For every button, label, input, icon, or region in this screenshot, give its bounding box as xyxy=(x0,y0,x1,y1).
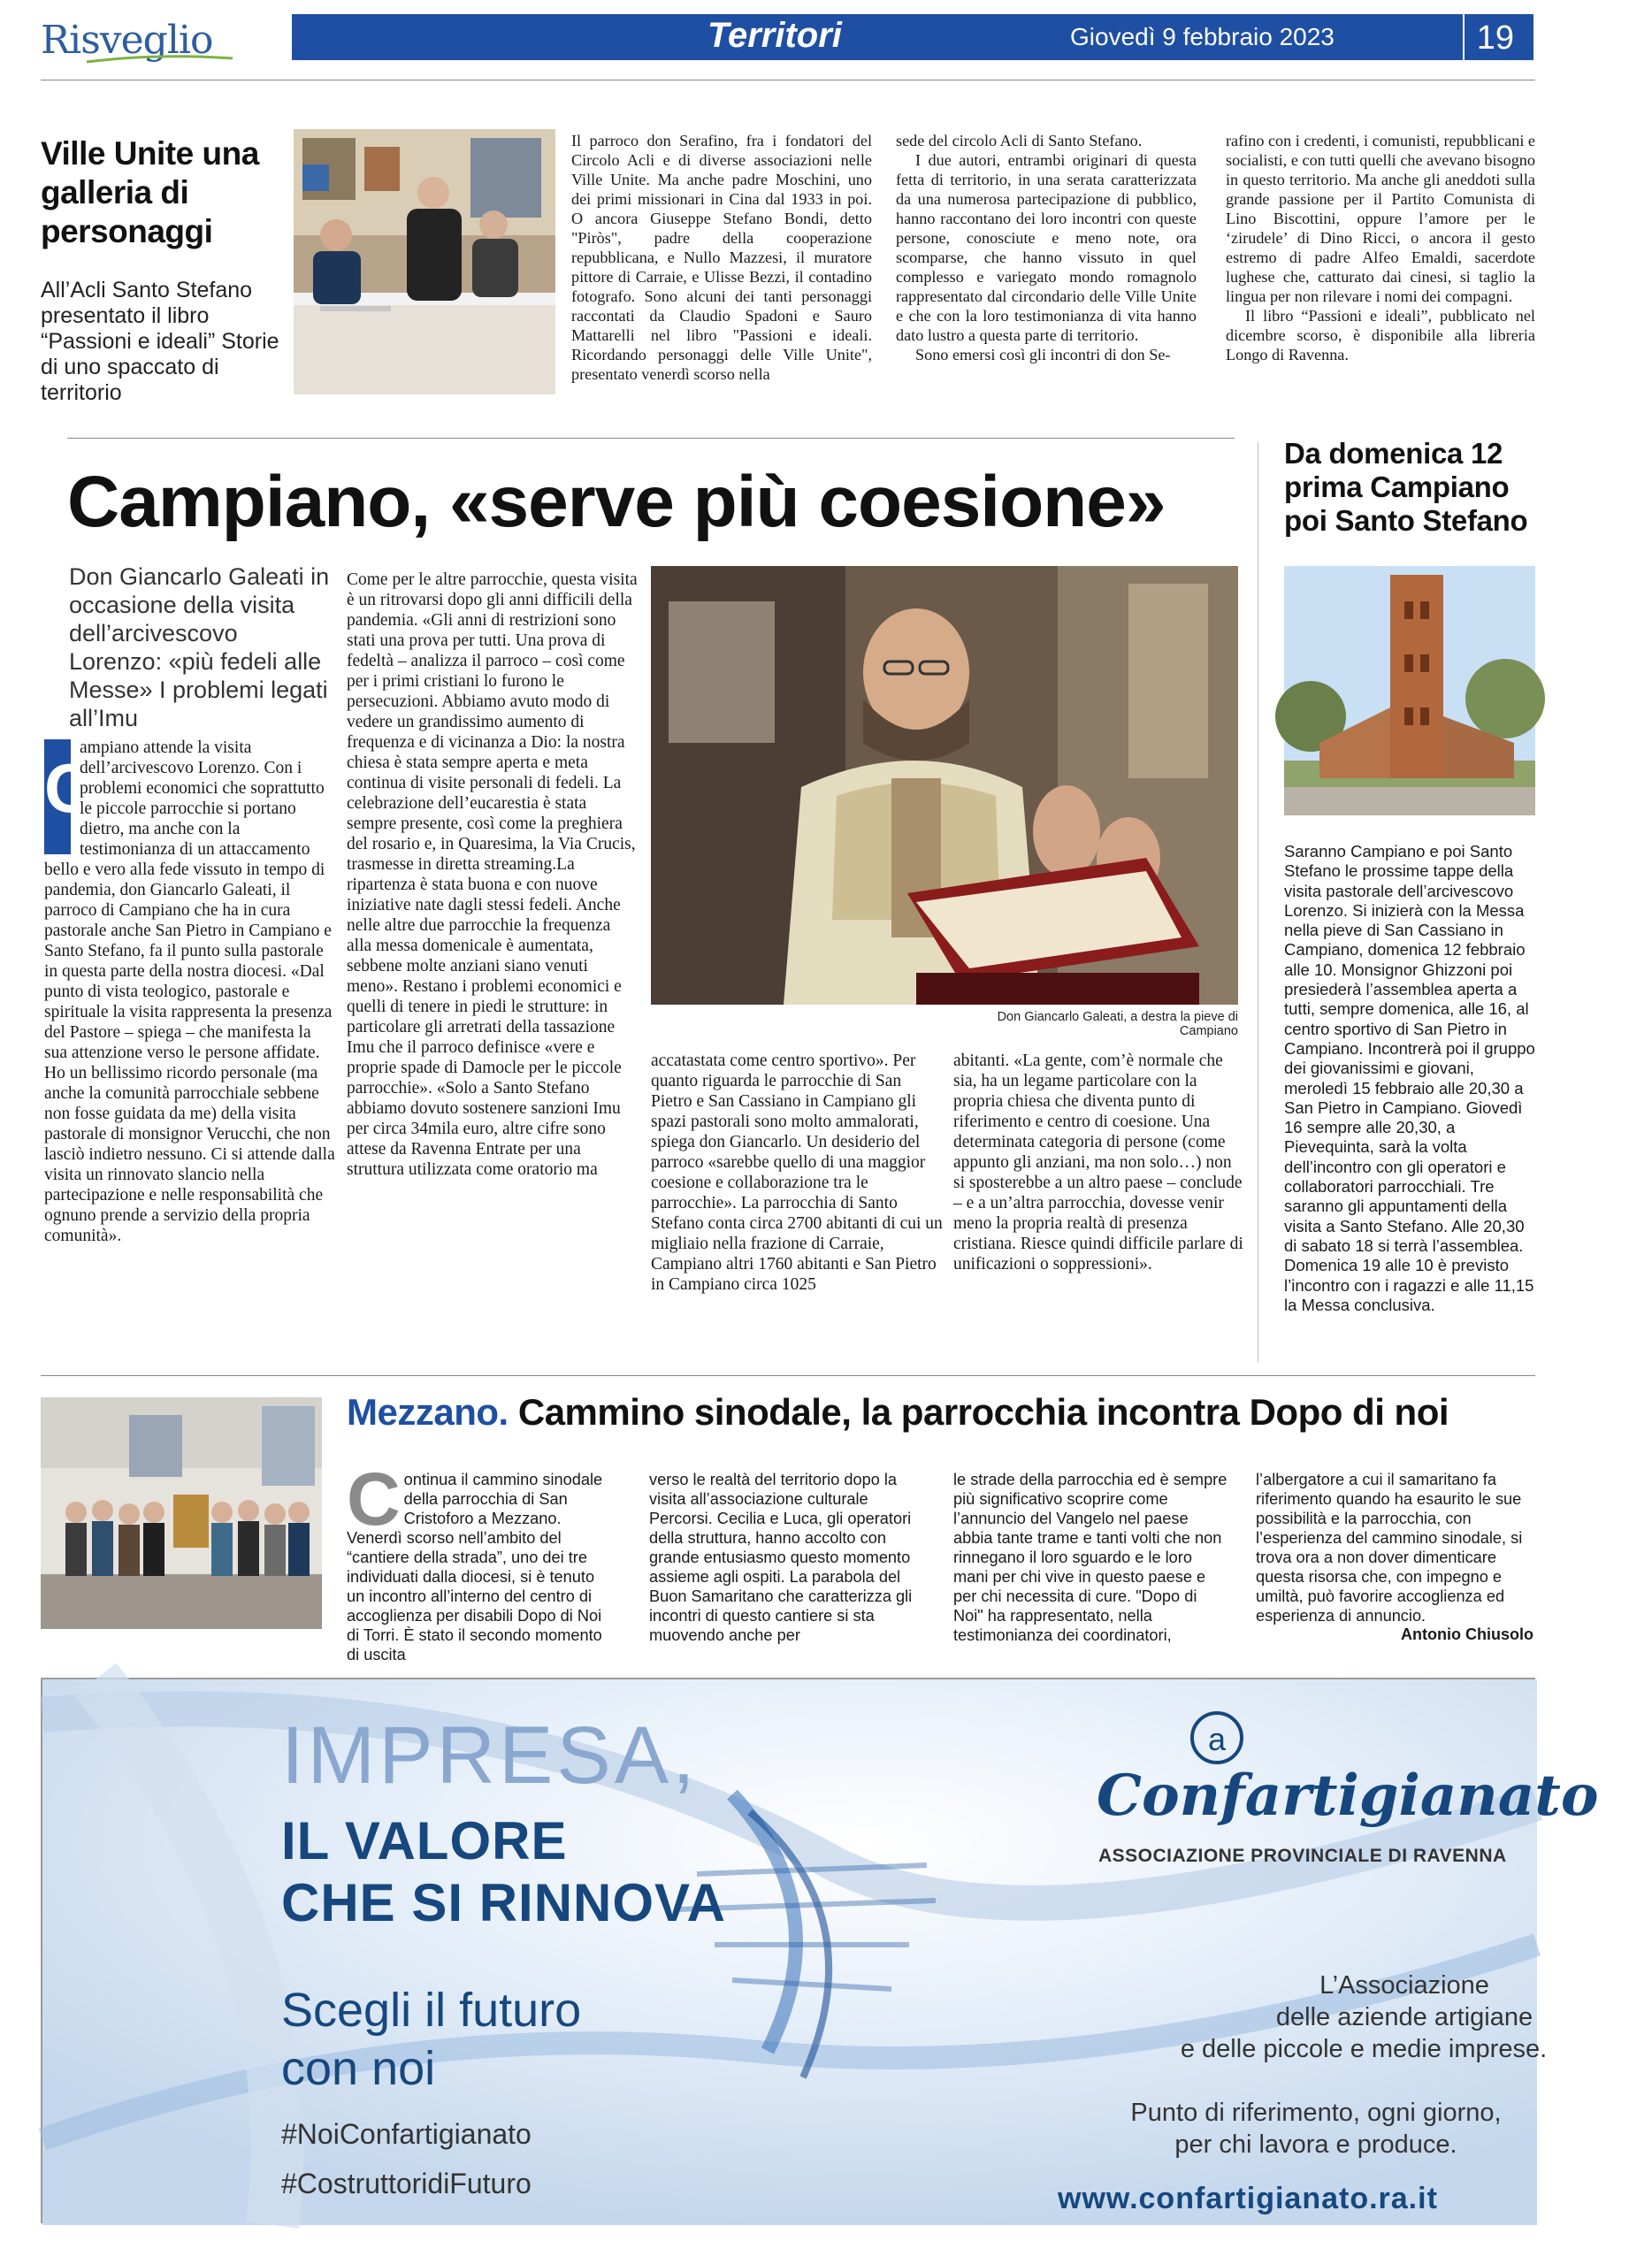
advert-hashtag: #CostruttoridiFuturo xyxy=(281,2168,532,2199)
dropcap: C xyxy=(44,739,71,854)
paragraph: ampiano attende la visita dell’arcivescovo Lorenzo. Con i problemi economici che soprattutto le piccole parrocchie si portano dietro, ma anche con la testimonianza di un attaccamento bello e vero alla fede vissuto in tempo di pandemia, don Giancarlo Galeati, il parroco di Campiano che ha in cura pastorale anche San Pietro in Campiano e Santo Stefano, fa il punto sulla pastorale in questa parte della nostra diocesi. «Dal punto di vista teologico, pastorale e spirituale la visita rappresenta la presenza del Pastore – spiega – che manifesta la sua attenzione verso le persone affidate. Ho un bellissimo ricordo personale (ma anche la comunità parrocchiale sebbene non fosse guidata da me) della visita pastorale di monsignor Verucchi, che non lasciò indietro nessuno. Ci si attende dalla visita un rinnovato slancio nella partecipazione e nelle responsabilità che ognuno prende a servizio della propria comunità». xyxy=(44,738,335,1245)
issue-date: Giovedì 9 febbraio 2023 xyxy=(1070,23,1335,50)
mezzano-text-col1 xyxy=(347,1457,610,1664)
paragraph: I due autori, entrambi originari di questa fetta di territorio, in una serata caratterizzata da una numerosa partecipazione di pubblico, hanno raccontano dei loro incontri con queste persone, conosciute e meno note, ora scomparse, che hanno vissuto in quel complesso e variegato mondo romagnolo rappresentato dal circondario delle Ville Unite e che con la loro testimonianza di vita hanno dato lustro a questa parte di territorio. xyxy=(896,151,1197,344)
paragraph: le strade della parrocchia ed è sempre più significativo scoprire come l’annuncio del Vangelo nel paese abbia tante trame e tanti volti che non rinnegano il loro sguardo e le loro mani per chi vive in questo paese e per chi necessita di cure. "Dopo di Noi" ha rappresentato, nella testimonianza dei coordinatori, xyxy=(953,1471,1228,1644)
confartigianato-advert[interactable] xyxy=(41,1678,1599,2223)
mezzano-headline xyxy=(347,1390,1549,1434)
dropcap: C xyxy=(347,1457,401,1541)
advert-association: ASSOCIAZIONE PROVINCIALE DI RAVENNA xyxy=(1098,1846,1507,1866)
article-headline: Ville Unite una galleria di personaggi xyxy=(41,135,259,249)
paragraph: Il parroco don Serafino, fra i fondatori del Circolo Acli e di diverse associazioni nelle Ville Unite. Ma anche padre Moschini, uno dei primi missionari in Cina dal 1933 in poi. O ancora Giuseppe Stefano Bondi, detto "Piròs", padre della cooperazione repubblicana, e Nullo Mazzesi, il muratore pittore di Carraie, e Ulisse Bezzi, il contadino fotografo. Sono alcuni dei tanti personaggi raccontati da Claudio Spadoni e Sauro Mattarelli nel libro "Passioni e ideali. Ricordando personaggi delle Ville Unite", presentato venerdì scorso nella xyxy=(571,132,872,383)
logo-text: Risveglio xyxy=(41,18,213,63)
acli-presentation-photo[interactable] xyxy=(294,129,555,394)
paragraph: abitanti. «La gente, com’è normale che sia, ha un legame particolare con la propria chiesa che diventa punto di riferimento e centro di coesione. Una determinata categoria di persone (come appunto gli anziani, ma non solo…) non si sposterebbe a un altro paese – conclude – e a un’altra parrocchia, dovesse venir meno la propria realtà di presenza cristiana. Riesce quindi difficile parlare di unificazioni o soppressioni». xyxy=(953,1052,1243,1274)
church-photo[interactable] xyxy=(1284,566,1535,815)
paragraph: Sono emersi così gli incontri di don Se- xyxy=(915,346,1171,363)
photo-caption: Don Giancarlo Galeati, a destra la pieve di Campiano xyxy=(997,1010,1238,1038)
article-text-col3 xyxy=(1226,131,1535,364)
mezzano-text-col4 xyxy=(1256,1470,1535,1625)
author-byline: Antonio Chiusolo xyxy=(1401,1625,1533,1643)
paragraph: Saranno Campiano e poi Santo Stefano le prossime tappe della visita pastorale dell’arcivescovo Lorenzo. Si inizierà con la Messa nella pieve di San Cassiano in Campiano, domenica 12 febbraio alle 10. Monsignor Ghizzoni poi presiederà l’assemblea aperta a tutti, sempre domenica, alle 16, al centro sportivo di San Pietro in Campiano. Incontrerà poi il gruppo dei giovanissimi e giovani, meroledì 15 febbraio alle 20,30 a San Pietro in Campiano. Giovedì 16 sempre alle 20,30, a Pievequinta, sarà la volta dell’incontro con gli operatori e collaboratori parrocchiali. Tre saranno gli appuntamenti della visita a Santo Stefano. Alle 20,30 di sabato 18 si terrà l’assemblea. Domenica 19 alle 10 è previsto l’incontro con i ragazzi e alle 11,15 la Messa conclusiva. xyxy=(1284,842,1535,1314)
paragraph: l’albergatore a cui il samaritano fa riferimento quando ha esaurito le sue possibilità e la parrocchia, con l’esperienza del cammino sinodale, si trova ora a non dover dimenticare questa risorsa che, con impegno e umiltà, può favorire accoglienza ed esperienza di annuncio. xyxy=(1256,1471,1523,1625)
svg-text:a: a xyxy=(1207,1721,1227,1757)
logo-swoosh-icon xyxy=(87,55,233,64)
sidebar-headline: Da domenica 12 prima Campiano poi Santo Stefano xyxy=(1284,437,1528,537)
paragraph: Come per le altre parrocchie, questa visita è un ritrovarsi dopo gli anni difficili della pandemia. «Gli anni di restrizioni sono stati una prova per tutti. Una prova di fedeltà – analizza il parroco – così come per i primi cristiani lo furono le persecuzioni. Abbiamo avuto modo di vedere un grandissimo aumento di frequenza e di vicinanza a Dio: la nostra chiesa è stata sempre aperta e meta continua di visite personali di fedeli. La celebrazione dell’eucarestia è stata sempre presente, così come la preghiera del rosario e, in Quaresima, la Via Crucis, trasmesse in diretta streaming.La ripartenza è stata buona e con nuove iniziative nate dagli stessi fedeli. Anche nelle altre due parrocchie la frequenza alla messa domenicale è aumentata, sebbene molte anziani siano venuti meno». Restano i problemi economici e quelli di tenere in piedi le strutture: in particolare gli arretrati della tassazione Imu che il parroco definisce «vere e proprie spade di Damocle per le piccole parrocchie». «Solo a Santo Stefano abbiamo dovuto sostenere sanzioni Imu per circa 34mila euro, altre cifre sono attese da Ravenna Entrate per una struttura utilizzata come oratorio ma xyxy=(347,570,638,1179)
divider xyxy=(41,1375,1535,1376)
divider xyxy=(67,438,1235,439)
main-text-col2 xyxy=(347,570,639,1180)
article-subhead: All’Acli Santo Stefano presentato il libro “Passioni e ideali” Storie di uno spaccato di territorio xyxy=(41,278,279,405)
risveglio-logo[interactable] xyxy=(41,12,235,65)
sidebar-text xyxy=(1284,842,1535,1315)
paragraph: sede del circolo Acli di Santo Stefano. xyxy=(896,132,1143,149)
main-text-col3 xyxy=(651,1051,943,1295)
paragraph: rafino con i credenti, i comunisti, repubblicani e socialisti, e con tutti quelli che avevano bisogno in questo territorio. Ma anche gli aneddoti sulla grande passione per il Partito Comunista di Lino Biscottini, oppure l’amore per le ‘zirudele’ di Dino Ricci, o ancora il gesto estremo di padre Alfeo Emaldi, sacerdote lughese che, catturato dai cinesi, si taglio la lingua per non rilevare i nomi dei compagni. xyxy=(1226,132,1535,305)
main-subhead: Don Giancarlo Galeati in occasione della visita dell’arcivescovo Lorenzo: «più fedeli alle Messe» I problemi legati all’Imu xyxy=(69,563,330,731)
mezzano-place: Mezzano. xyxy=(347,1391,509,1433)
advert-line1: IMPRESA, xyxy=(281,1710,699,1801)
main-text-col4 xyxy=(953,1051,1245,1274)
paragraph: ontinua il cammino sinodale della parrocchia di San Cristoforo a Mezzano. Venerdì scorso nell’ambito del “cantiere della strada”, uno dei tre individuati dalla diocesi, si è tenuto un incontro all’interno del centro di accoglienza per disabili Dopo di Noi di Torri. È stato il secondo momento di uscita xyxy=(347,1471,603,1664)
priest-photo[interactable] xyxy=(651,566,1238,1005)
article-text-col2 xyxy=(896,131,1197,364)
mezzano-text-col3 xyxy=(953,1470,1228,1645)
mezzano-title-text: Cammino sinodale, la parrocchia incontra Dopo di noi xyxy=(517,1391,1449,1433)
advert-hashtag: #NoiConfartigianato xyxy=(281,2118,532,2150)
paragraph: verso le realtà del territorio dopo la visita all’associazione culturale Percorsi. Cecilia e Luca, gli operatori della struttura, hanno accolto con grande entusiasmo questo momento assieme agli ospiti. La parabola del Buon Samaritano che caratterizza gli incontri di questo cantiere si sta muovendo anche per xyxy=(649,1471,913,1644)
main-headline: Campiano, «serve più coesione» xyxy=(67,462,1166,542)
advert-url-link[interactable]: www.confartigianato.ra.it xyxy=(1058,2182,1438,2215)
section-bar xyxy=(292,14,1533,60)
advert-desc: e delle piccole e medie imprese. xyxy=(1180,2035,1548,2063)
article-text-col1 xyxy=(571,131,872,384)
advert-desc: per chi lavora e produce. xyxy=(1174,2130,1457,2159)
paragraph: Il libro “Passioni e ideali”, pubblicato nel dicembre scorso, è disponibile alla libreria Longo di Ravenna. xyxy=(1226,307,1535,363)
main-text-col1 xyxy=(44,738,336,1246)
advert-line5: con noi xyxy=(281,2042,436,2095)
mezzano-group-photo[interactable] xyxy=(41,1397,322,1629)
advert-desc: Punto di riferimento, ogni giorno, xyxy=(1130,2099,1502,2127)
advert-desc: L’Associazione xyxy=(1319,1971,1489,2000)
divider xyxy=(1463,14,1465,60)
paragraph: accatastata come centro sportivo». Per quanto riguarda le parrocchie di San Pietro e San Cassiano in Campiano gli spazi pastorali sono molto ammalorati, spiega don Giancarlo. Un desiderio del parroco «sarebbe quello di una maggior coesione e collaborazione tra le parrocchie». La parrocchia di Santo Stefano conta circa 2700 abitanti di cui un migliaio nella frazione di Carraie, Campiano altri 1760 abitanti e San Pietro in Campiano circa 1025 xyxy=(651,1052,943,1294)
confartigianato-logo: Confartigianato xyxy=(1097,1763,1599,1829)
advert-desc: delle aziende artigiane xyxy=(1275,2003,1533,2031)
mezzano-text-col2 xyxy=(649,1470,914,1645)
page-number: 19 xyxy=(1476,19,1514,57)
section-title: Territori xyxy=(707,16,842,55)
advert-line2: IL VALORE xyxy=(281,1811,568,1870)
advert-line3: CHE SI RINNOVA xyxy=(281,1873,726,1932)
advert-line4: Scegli il futuro xyxy=(281,1984,582,2037)
